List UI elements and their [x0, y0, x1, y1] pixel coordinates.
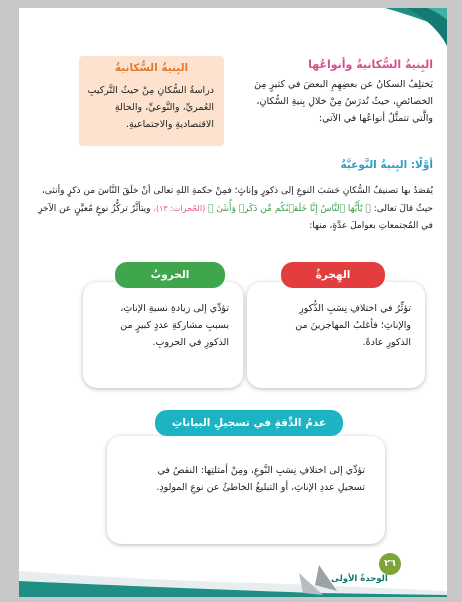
unit-label: الوحدةُ الأولى [331, 574, 388, 584]
factor-label-wars: الحروبُ [115, 262, 225, 288]
factor-text-inaccuracy: تؤدِّي إلى اختلافِ نِسَبِ النَّوعِ، ومِنْ أمثلتِها: النقصُ في تسجيلِ عددِ الإناثِ، أو التبليغُ الخاطئُ عن نوعِ المولودِ. [156, 465, 365, 493]
factor-text-migration: تؤثِّرُ في اختلافِ نِسَبِ الذُّكورِ والإناثِ؛ فأغلبُ المهاجرينَ من الذكورِ عادةً. [295, 303, 411, 348]
intro-text: يَختلِفُ السكانُ عن بعضِهِمِ البعضَ في كثيرٍ مِنَ الخصائصِ، حيثُ تُدرَسُ مِنْ خلالِ بِنيةِ السُّكانِ، والَّتي تتمثَّلُ أنواعُها في الآتي: [254, 79, 433, 124]
factor-text-wars: تؤدِّي إلى زيادةِ نسبةِ الإناثِ، بسببِ مشاركةِ عددٍ كبيرٍ من الذكورِ في الحروبِ. [120, 303, 229, 348]
factor-card-migration [247, 282, 425, 388]
factor-label-migration: الهِجرةُ [281, 262, 385, 288]
factor-label-inaccuracy: عدمُ الدِّقةِ في تسجيلِ البياناتِ السُّكانيةِ [155, 410, 343, 436]
definition-box [79, 56, 224, 146]
page-number: ٢٦ [379, 553, 401, 575]
factor-card-wars [83, 282, 243, 388]
quran-verse: ﴿ يَٰٓأَيُّهَا ٱلنَّاسُ إِنَّا خَلَقۡنَٰكُم مِّن ذَكَرٖ وَأُنثَىٰ ﴾ [208, 204, 371, 214]
paragraph-part-2: ويتأثَّرُ تركُّزُ نوعٍ مُعيَّنٍ عن الآخرِ في المُجتمعاتِ بعواملَ عدَّةٍ، منها: [38, 204, 433, 231]
section-paragraph [33, 183, 433, 235]
document-page [19, 8, 447, 597]
paragraph-part-1: يُقصَدُ بها تصنيفُ السُّكانِ حَسَبَ النوعِ إلى ذكورٍ وإناثٍ؛ فمِنْ حكمةِ اللهِ تعالى أنْ خلَقَ النَّاسَ من ذكرٍ وأنثى، حيثُ قالَ تعالى: [41, 186, 433, 214]
corner-decoration-top [377, 8, 447, 48]
main-title: البِنيةُ السُّكانيةُ وأنواعُها [308, 58, 433, 71]
definition-title: البِنيةُ السُّكانيةُ [114, 62, 189, 74]
section-title: أوَّلًا: البِنيةُ النَّوعيَّةُ [340, 159, 433, 171]
definition-text: دراسةُ السُّكانِ مِنْ حيثُ التَّركيبِ العُمريِّ، والنَّوعيِّ، والحالةِ الاقتصاديةِ والاجتماعيةِ. [87, 85, 214, 130]
verse-reference: (الحُجرات: ١٣)، [153, 204, 206, 213]
